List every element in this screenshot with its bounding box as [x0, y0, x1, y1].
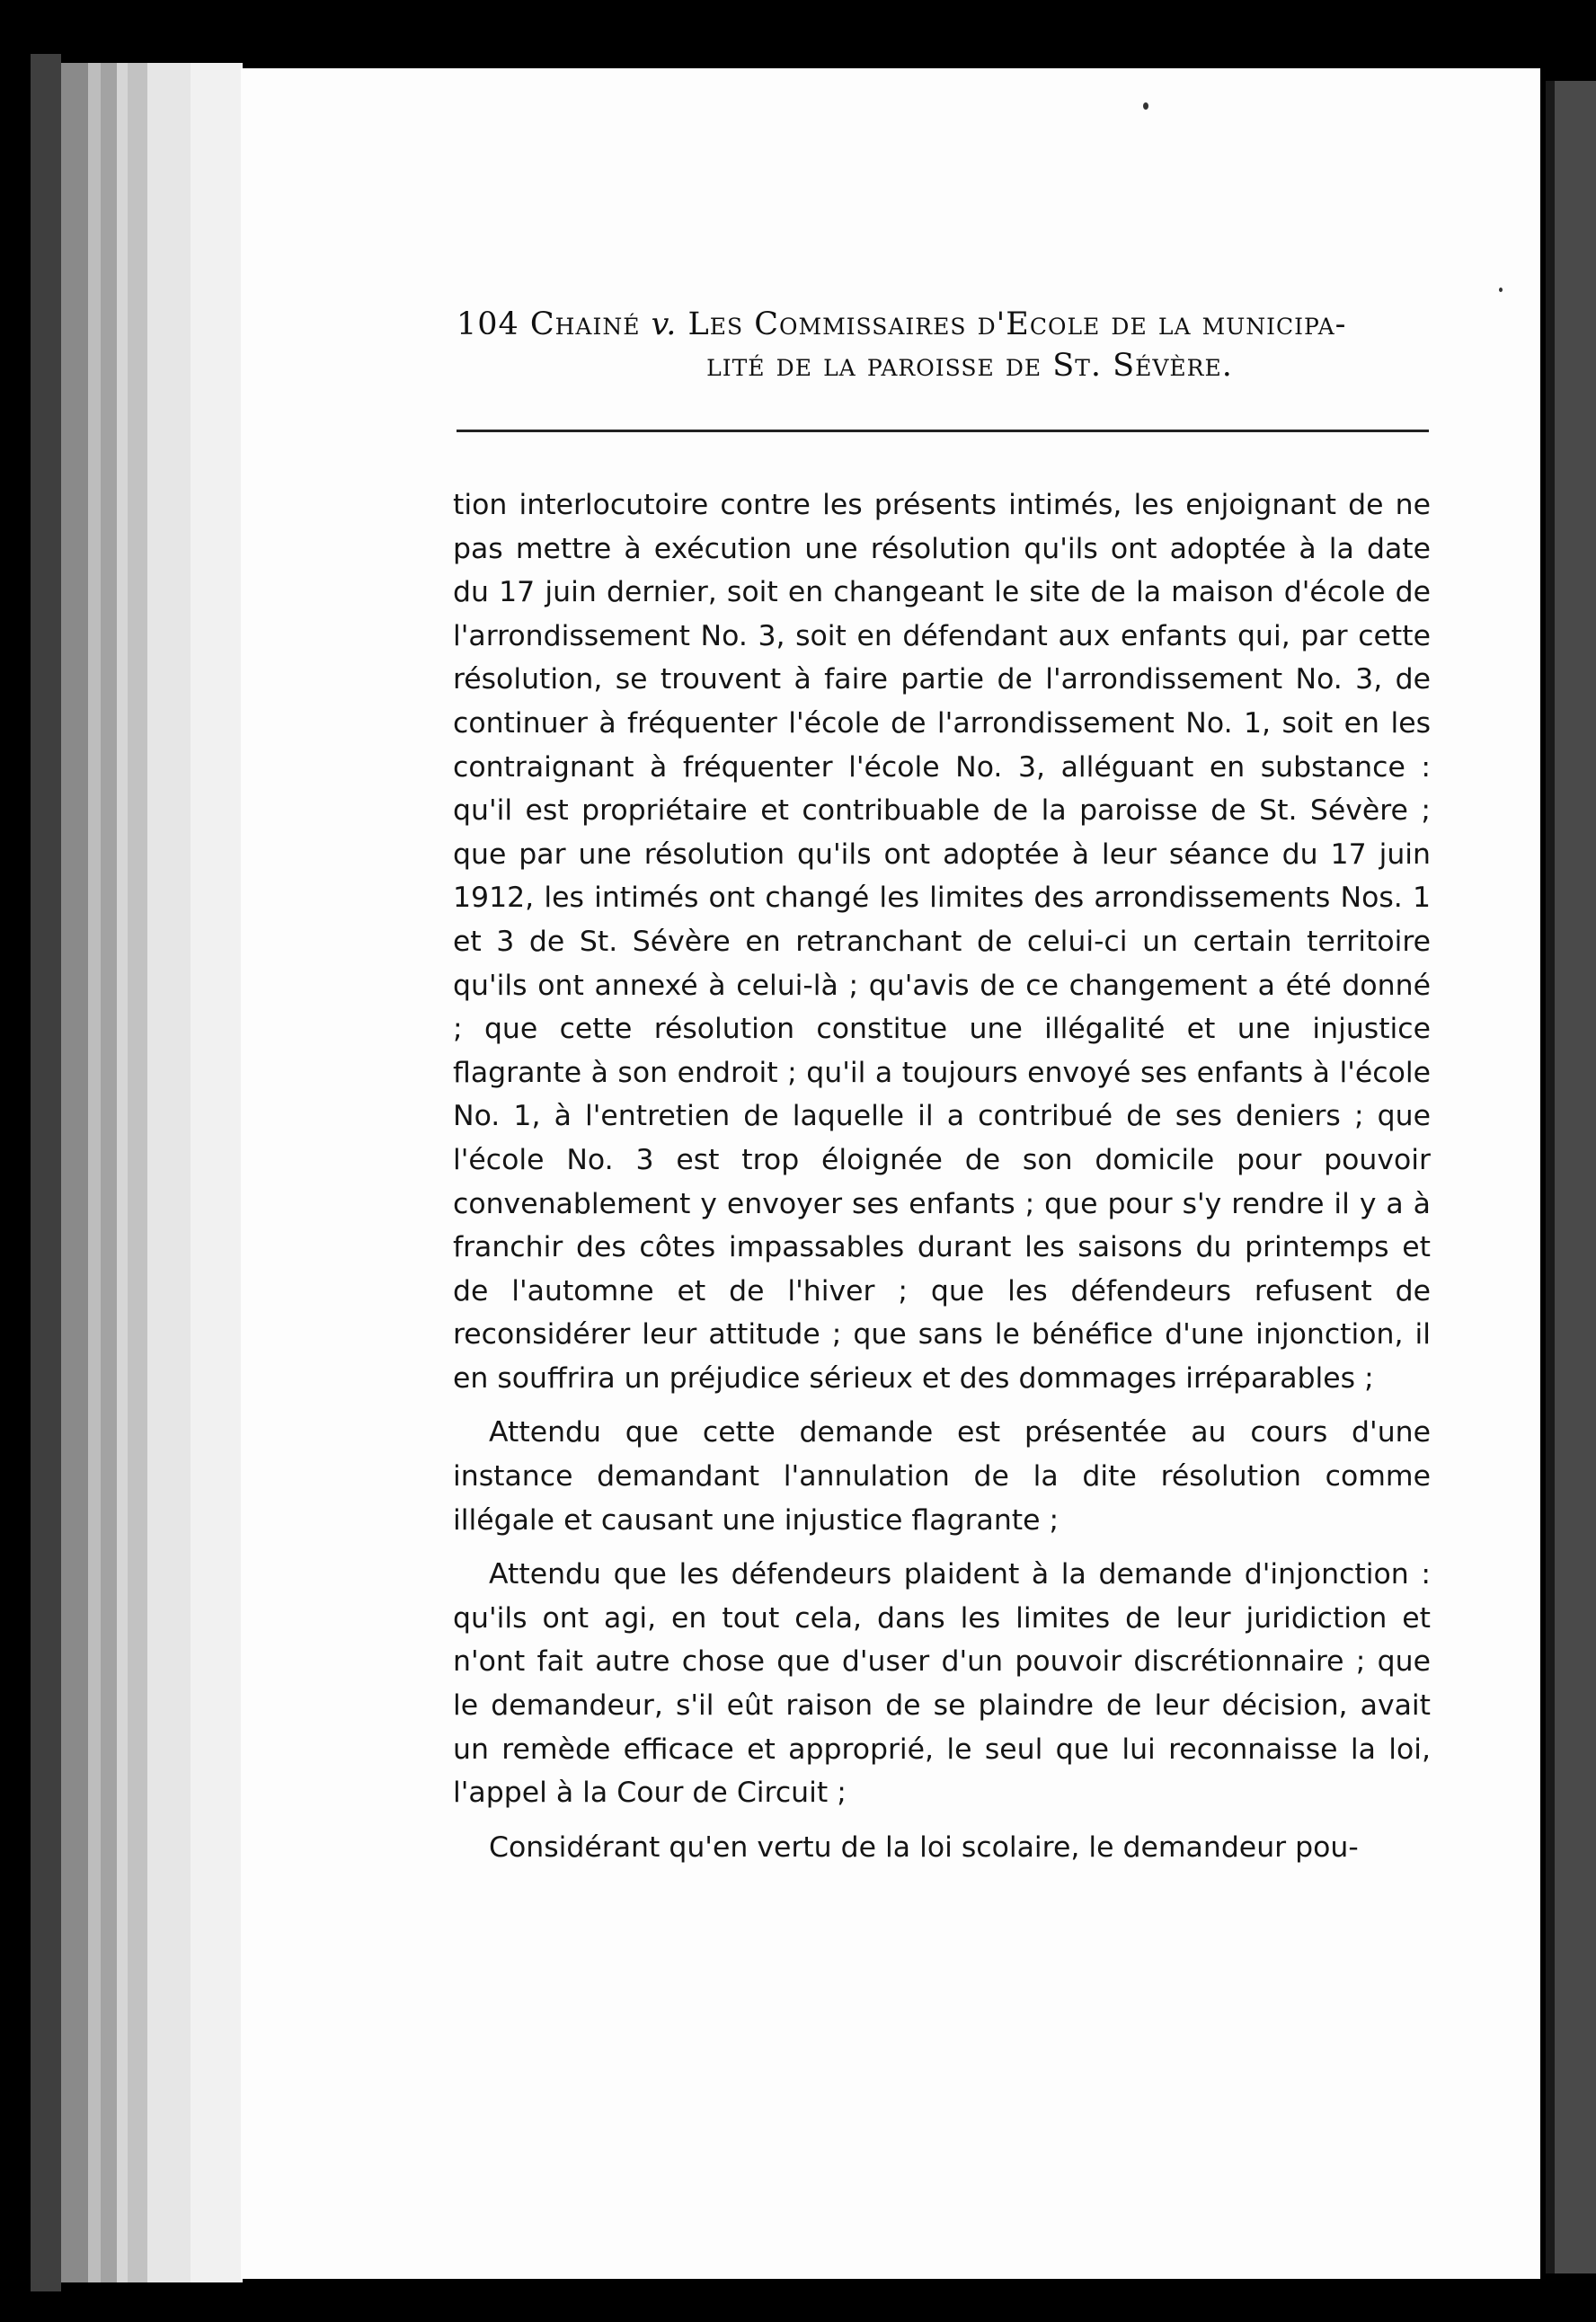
running-header-line-1 [457, 304, 1429, 345]
page-edge [191, 63, 243, 2282]
book-gutter-shadow [1546, 81, 1555, 2273]
paragraph: Attendu que les défendeurs plaident à la demande d'injonction : qu'ils ont agi, en tout cela, dans les limites de leur juridiction et n'ont fait autre chose que d'user d'un pouvoir discrétionnaire ; que le demandeur, s'il eût raison de se plaindre de leur décision, avait un remède efficace et approprié, le seul que lui reconnaisse la loi, l'appel à la Cour de Circuit ; [453, 1558, 1431, 1810]
page-edge [117, 63, 128, 2282]
header-rule [457, 430, 1429, 432]
body-text [453, 483, 1431, 1880]
page-edge [61, 63, 88, 2282]
scan-speck [1499, 288, 1503, 292]
paragraph: tion interlocutoire contre les présents intimés, les enjoignant de ne pas mettre à exécution une résolution qu'ils ont adoptée à la date du 17 juin dernier, soit en changeant le site de la maison d'école de l'arrondissement No. 3, soit en défendant aux enfants qui, par cette résolution, se trouvent à faire partie de l'arrondissement No. 3, de continuer à fréquenter l'école de l'arrondissement No. 1, soit en les contraignant à fréquenter l'école No. 3, alléguant en substance : qu'il est propriétaire et contribuable de la paroisse de St. Sévère ; que par une résolution qu'ils ont adoptée à leur séance du 17 juin 1912, les intimés ont changé les limites des arrondissements Nos. 1 et 3 de St. Sévère en retranchant de celui-ci un certain territoire qu'ils ont annexé à celui-là ; qu'avis de ce changement a été donné ; que cette résolution constitue une illégalité et une injustice flagrante à son endroit ; qu'il a toujours envoyé ses enfants à l'école No. 1, à l'entretien de laquelle il a contribué de ses deniers ; que l'école No. 3 est trop éloignée de son domicile pour pouvoir convenablement y envoyer ses enfants ; que pour s'y rendre il y a à franchir des côtes impassables durant les saisons du printemps et de l'automne et de l'hiver ; que les défendeurs refusent de reconsidérer leur attitude ; que sans le bénéfice d'une injonction, il en souffrira un préjudice sérieux et des dommages irréparables ; [453, 489, 1431, 1395]
header-party: Les Commissaires d'Ecole de la municipa- [677, 306, 1347, 342]
page-edge [147, 63, 191, 2282]
page-edge [88, 63, 101, 2282]
header-versus: v. [651, 306, 678, 342]
running-header-line-2: lité de la paroisse de St. Sévère. [706, 348, 1233, 384]
paragraph: Considérant qu'en vertu de la loi scolaire, le demandeur pou- [489, 1830, 1359, 1864]
page-edge [128, 63, 147, 2282]
page-number: 104 [457, 306, 519, 342]
page-edge [101, 63, 117, 2282]
header-case-name: Chainé [529, 306, 652, 342]
book-page [241, 68, 1540, 2279]
paragraph: Attendu que cette demande est présentée au cours d'une instance demandant l'annulation de la dite résolution comme illégale et causant une injustice flagrante ; [453, 1416, 1431, 1537]
page-edge [31, 54, 61, 2291]
running-header [457, 304, 1429, 386]
scan-speck [1143, 102, 1148, 110]
book-spine [1555, 81, 1596, 2273]
